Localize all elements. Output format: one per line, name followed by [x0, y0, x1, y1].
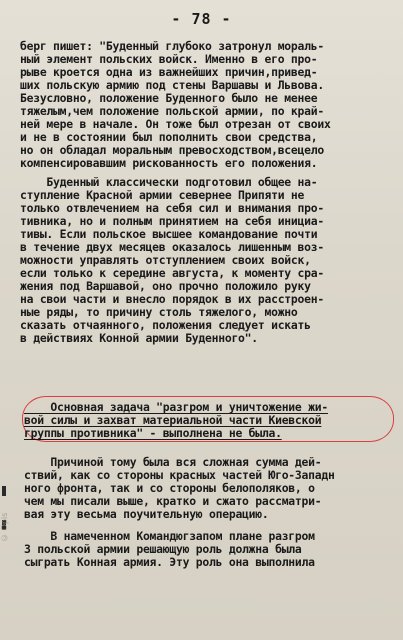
paragraph-2-line: только отвлечением на себя сил и внимания про- [20, 201, 324, 215]
paragraph-1-line: компенсировавшим рискованность его положения. [20, 156, 318, 170]
paragraph-1-line: ный элемент польских войск. Именно в его про- [20, 52, 318, 66]
paragraph-2-line: тивы. Если польское высшее командование почти [20, 227, 318, 241]
paragraph-1-line: Безусловно, положение Буденного было не менее [20, 91, 318, 105]
paragraph-2-line: если только к середине августа, к моменту сра- [20, 266, 324, 280]
paragraph-1-line: тяжелым,чем положение польской армии, по край- [20, 104, 324, 118]
paragraph-2-line: ступление Красной армии севернее Припяти не [20, 188, 305, 202]
paragraph-1-line: и не в состоянии был пополнить свои средства, [20, 130, 318, 144]
paragraph-4-line: сыграть Конная армия. Эту роль она выполнила [24, 555, 315, 569]
paragraph-2-line: сказать отчаянного, положения следует искать [20, 318, 311, 332]
paragraph-2-line: ные ряды, то причину столь тяжелого, можно [20, 305, 298, 319]
paragraph-2-line: в течение двух месяцев оказалось лишенным воз- [20, 240, 324, 254]
paragraph-2-line: в действиях Конной армии Буденного". [20, 331, 258, 345]
paragraph-4-line: В намеченном Командюгзапом плане разгром [24, 529, 315, 543]
watermark: © Opis [0, 512, 9, 542]
paragraph-1-line: но он обладал моральным превосходством,всецело [20, 143, 324, 157]
paragraph-3-line: ного фронта, так и со стороны белополяков, о [24, 481, 315, 495]
highlighted-line: группы противника" - выполнена не была. [24, 426, 282, 440]
paragraph-3-line: ствий, как со стороны красных частей Юго-Западн [24, 468, 335, 482]
paragraph-4-line: 3 польской армии решающую роль должна была [24, 542, 302, 556]
paragraph-3-line: чем мы писали выше, кратко и сжато рассматри- [24, 494, 322, 508]
paragraph-2-line: на свои части и внесло порядок в их расстроен- [20, 292, 324, 306]
paragraph-1-line: берг пишет: "Буденный глубоко затронул мораль- [20, 39, 324, 53]
margin-mark [2, 486, 6, 496]
paragraph-3-line: вая эту весьма поучительную операцию. [24, 507, 269, 521]
highlighted-line: вой силы и захват материальной части Киевской [24, 413, 322, 427]
page-number: - 78 - [171, 10, 232, 28]
paragraph-2-line: тивника, но и полным принятием на себя инициа- [20, 214, 324, 228]
paragraph-2-line: жения под Варшавой, оно прочно положило руку [20, 279, 311, 293]
paragraph-2-line: Буденный классически подготовил общее на- [20, 175, 318, 189]
highlighted-line: Основная задача "разгром и уничтожение жи- [24, 400, 328, 414]
paragraph-1-line: рыве кроется одна из важнейших причин,привед- [20, 65, 318, 79]
paragraph-3-line: Причиной тому была вся сложная сумма дей- [24, 455, 322, 469]
paragraph-2-line: можности управлять отступлением своих войск, [20, 253, 311, 267]
paragraph-1-line: ней мере в начале. Он тоже был отрезан от своих [20, 117, 331, 131]
paragraph-1-line: ших польскую армию под стены Варшавы и Львова. [20, 78, 324, 92]
